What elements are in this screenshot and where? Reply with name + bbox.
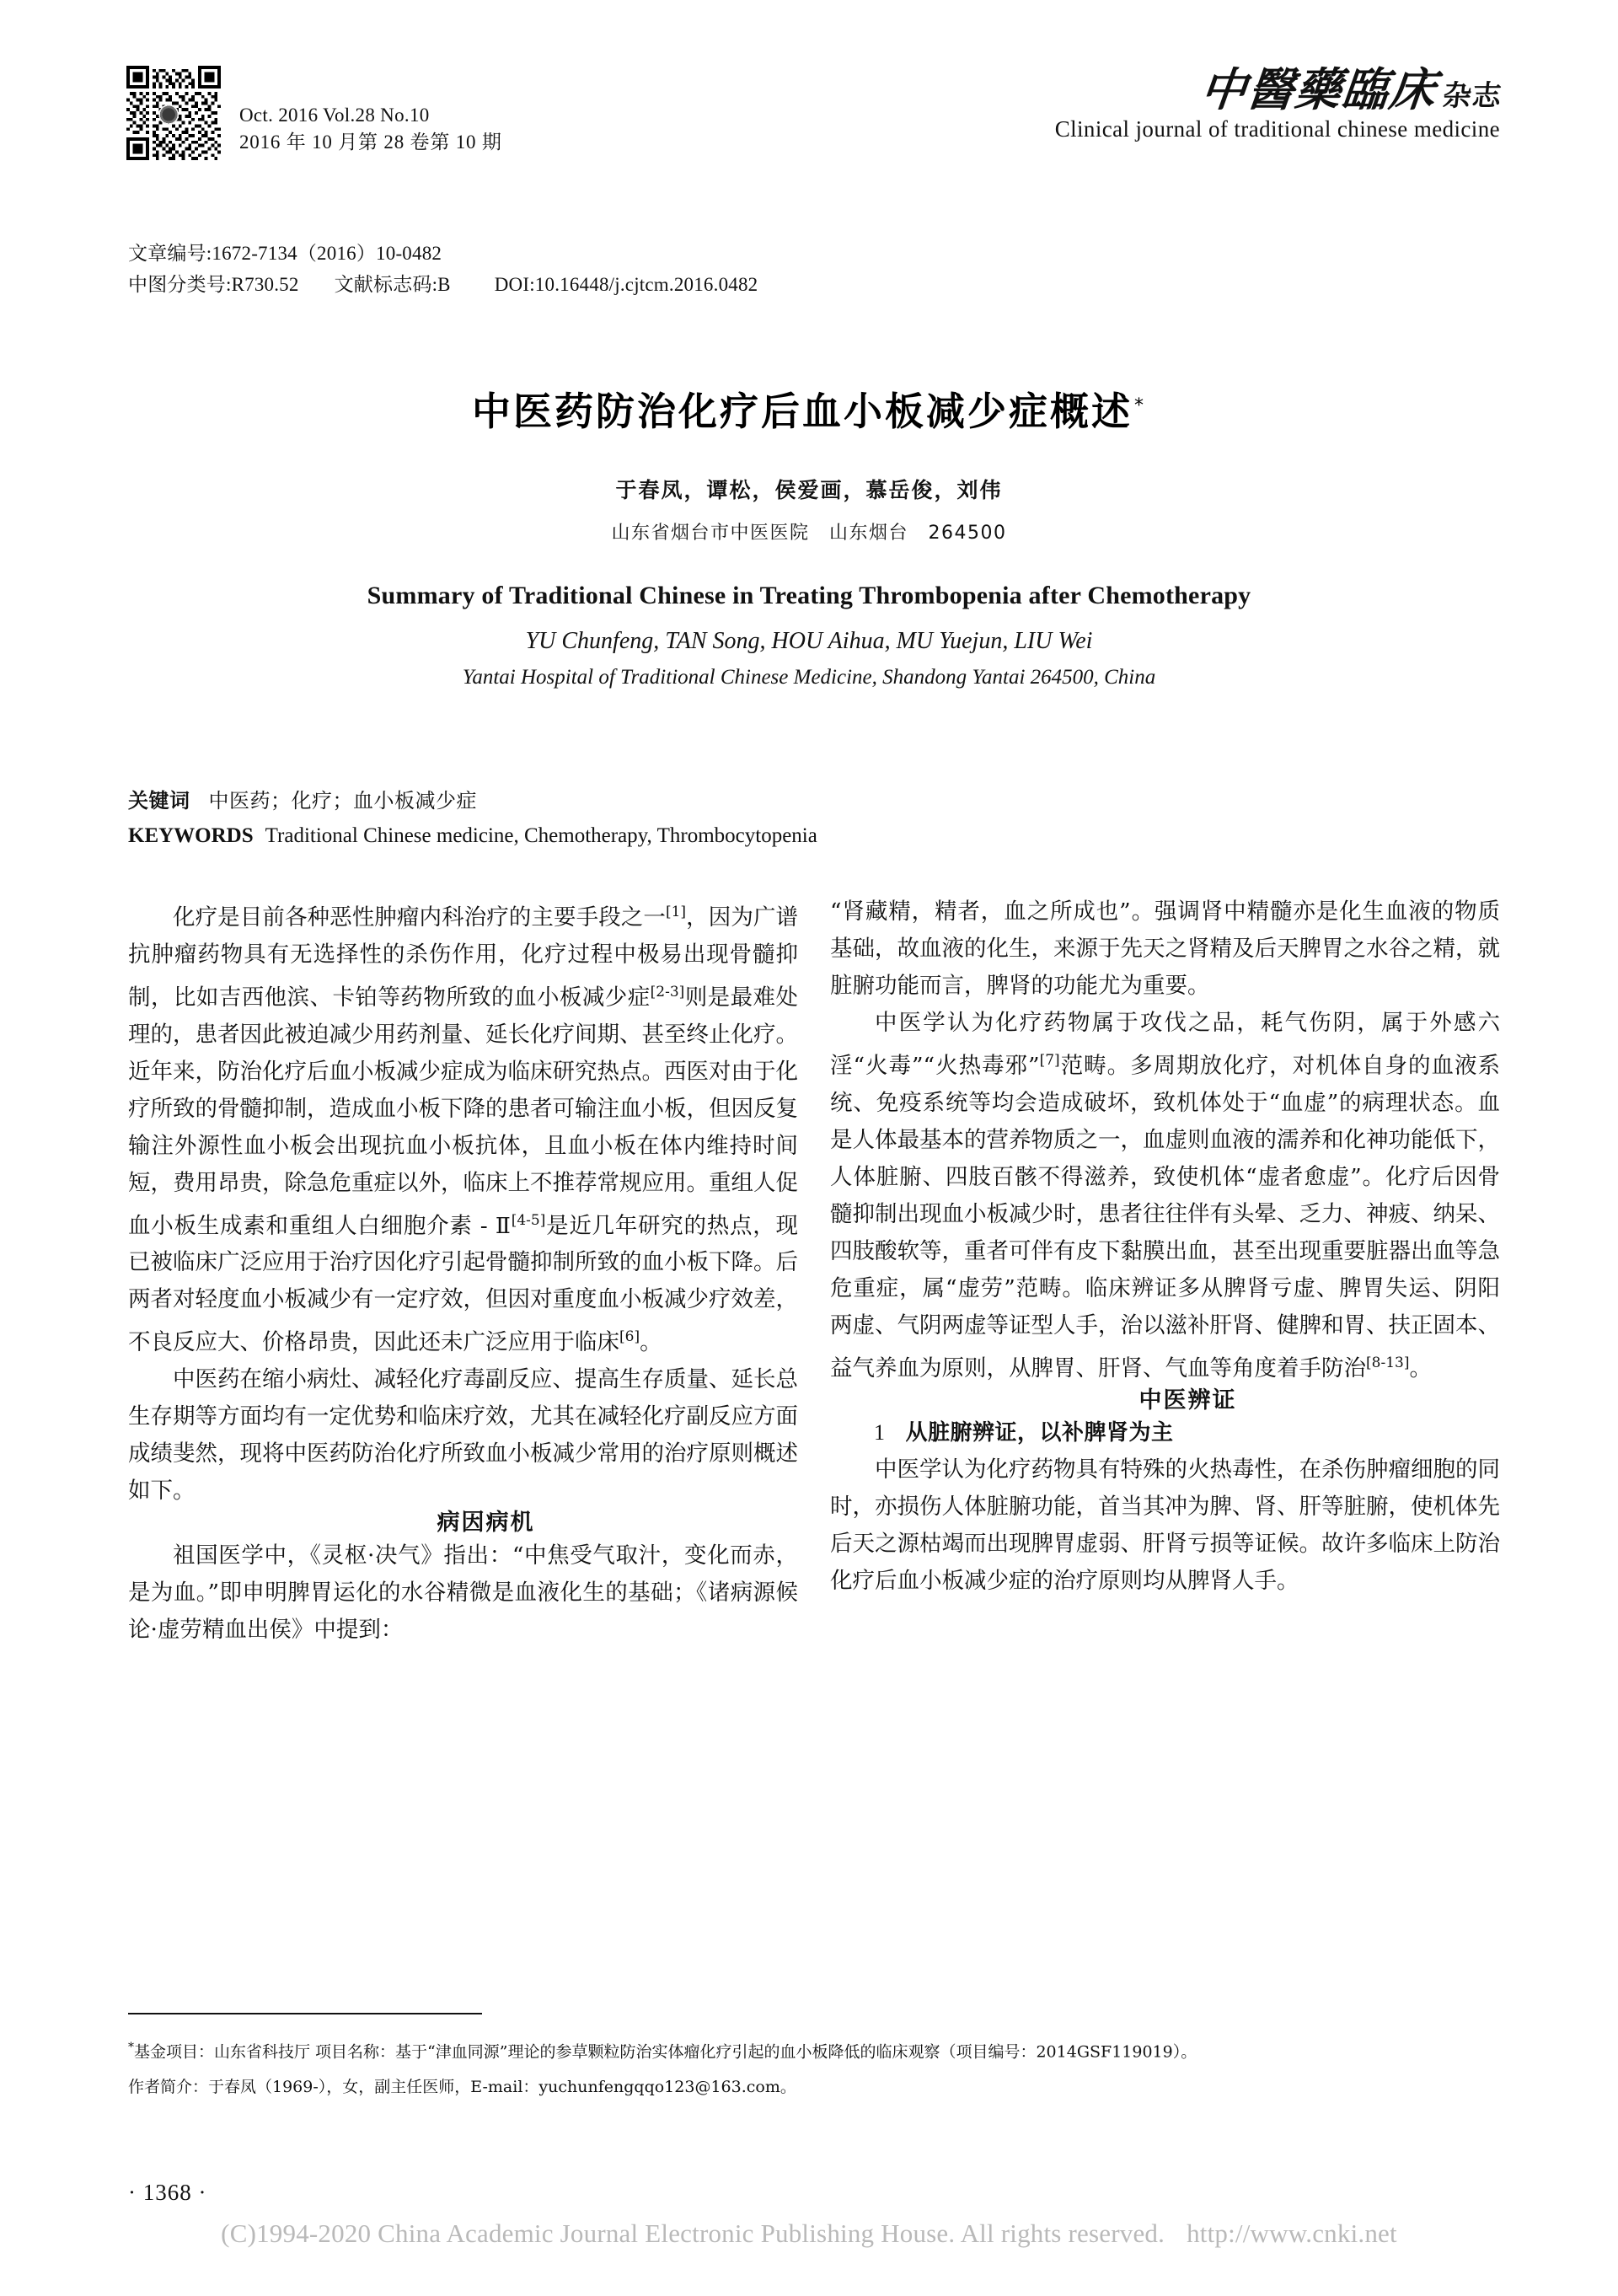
article-number: 文章编号:1672-7134（2016）10-0482	[128, 243, 442, 264]
affiliation-en: Yantai Hospital of Traditional Chinese Medicine, Shandong Yantai 264500, China	[462, 666, 1156, 689]
paragraph-chemo-toxicity	[830, 1005, 1500, 1387]
clc-number: 中图分类号:R730.52	[128, 274, 299, 296]
subsection-number-1: 1	[874, 1420, 886, 1446]
page-title	[0, 381, 1618, 437]
section-heading-syndrome-differentiation: 中医辨证	[1138, 1387, 1237, 1414]
intro-seg-3: 则是最难处理的，患者因此被迫减少用药剂量、延长化疗间期、甚至终止化疗。近年来，防治化疗后血小板减少症成为临床研究热点。西医对由于化疗所致的骨髓抑制，造成血小板下降的患者可输注血小板，但因反复输注外源性血小板会出现抗血小板抗体，且血小板在体内维持时间短，费用昂贵，除急危重症以外，临床上不推荐常规应用。重组人促血小板生成素和重组人白细胞介素 - Ⅱ	[128, 984, 799, 1239]
qr-code-icon	[126, 66, 221, 160]
paragraph-zangfu: 中医学认为化疗药物具有特殊的火热毒性，在杀伤肿瘤细胞的同时，亦损伤人体脏腑功能，首当其冲为脾、肾、肝等脏腑，使机体先后天之源枯竭而出现脾胃虚弱、肝肾亏损等证候。故许多临床上防治化疗后血小板减少症的治疗原则均从脾肾人手。	[830, 1456, 1500, 1595]
affiliation-cn: 山东省烟台市中医医院 山东烟台 264500	[611, 523, 1007, 544]
subsection-heading-1	[830, 1414, 1500, 1451]
issue-info-cn: 2016 年 10 月第 28 卷第 10 期	[239, 131, 502, 153]
keywords-cn-label: 关键词	[128, 789, 190, 813]
keywords-en-label: KEYWORDS	[128, 824, 254, 847]
issue-info-en: Oct. 2016 Vol.28 No.10	[239, 104, 430, 126]
citation-ref-8-13: [8-13]	[1366, 1354, 1410, 1371]
article-metadata	[128, 238, 758, 301]
keywords-cn-value: 中医药；化疗；血小板减少症	[208, 789, 477, 813]
authors-cn: 于春凤，谭松，侯爱画，慕岳俊，刘伟	[615, 478, 1003, 502]
chemo-seg-2: 范畴。多周期放化疗，对机体自身的血液系统、免疫系统等均会造成破坏，致机体处于“血虚”的病理状态。血是人体最基本的营养物质之一，血虚则血液的濡养和化神功能低下，人体脏腑、四肢百骸不得滋养，致使机体“虚者愈虚”。化疗后因骨髓抑制出现血小板减少时，患者往往伴有头晕、乏力、神疲、纳呆、四肢酸软等，重者可伴有皮下黏膜出血，甚至出现重要脏器出血等急危重症，属“虚劳”范畴。临床辨证多从脾肾亏虚、脾胃失运、阴阳两虚、气阴两虚等证型人手，治以滋补肝肾、健脾和胃、扶正固本、益气养血为原则，从脾胃、肝肾、气血等角度着手防治	[830, 1052, 1501, 1381]
keywords-cn	[128, 784, 477, 813]
paragraph-tcm-advantage: 中医药在缩小病灶、减轻化疗毒副反应、提高生存质量、延长总生存期等方面均有一定优势和临床疗效，尤其在减轻化疗副反应方面成绩斐然，现将中医药防治化疗所致血小板减少常用的治疗原则概述如下。	[128, 1366, 798, 1505]
body-column-left	[128, 893, 798, 1649]
footnote-fund-text: 基金项目：山东省科技厅 项目名称：基于“津血同源”理论的参草颗粒防治实体瘤化疗引起的血小板降低的临床观察（项目编号：2014GSF119019）。	[134, 2042, 1197, 2062]
intro-seg-2: ，因为广谱抗肿瘤药物具有无选择性的杀伤作用，化疗过程中极易出现骨髓抑制，比如吉西他滨、卡铂等药物所致的血小板减少症	[128, 904, 799, 1011]
masthead	[126, 62, 1504, 175]
section-heading-etiology: 病因病机	[437, 1510, 535, 1537]
citation-ref-2: [2-3]	[650, 983, 685, 1000]
journal-logo-cn	[826, 62, 1505, 116]
copyright-watermark	[0, 2218, 1618, 2249]
citation-ref-3: [4-5]	[511, 1211, 546, 1229]
intro-seg-1: 化疗是目前各种恶性肿瘤内科治疗的主要手段之一	[173, 904, 666, 931]
chemo-seg-1: 中医学认为化疗药物属于攻伐之品，耗气伤阴，属于外感六淫“火毒”“火热毒邪”	[830, 1010, 1500, 1079]
footnote-bio: 作者简介：于春凤（1969-），女，副主任医师，E-mail：yuchunfengqqo123@163.com。	[128, 2078, 796, 2097]
chemo-seg-3: 。	[1409, 1355, 1432, 1381]
document-code: 文献标志码:B	[334, 274, 451, 296]
citation-ref-1: [1]	[665, 904, 687, 920]
intro-seg-5: 。	[640, 1329, 662, 1356]
footnote-divider	[128, 2013, 482, 2014]
journal-title-cn: 中醫藥臨床	[1197, 62, 1440, 116]
masthead-left	[126, 66, 502, 160]
paragraph-etiology-1: 祖国医学中，《灵枢·决气》指出：“中焦受气取汁，变化而赤，是为血。”即申明脾胃运化的水谷精微是血液化生的基础；《诸病源候论·虚劳精血出侯》中提到：	[128, 1542, 798, 1643]
subsection-title-1: 从脏腑辨证，以补脾肾为主	[905, 1420, 1174, 1446]
masthead-right	[826, 62, 1504, 142]
metadata-row-article-no	[128, 238, 758, 269]
journal-title-en: Clinical journal of traditional chinese medicine	[1054, 115, 1500, 142]
paragraph-kidney-essence: “肾藏精，精者，血之所成也”。强调肾中精髓亦是化生血液的物质基础，故血液的化生，来源于先天之肾精及后天脾胃之水谷之精，就脏腑功能而言，脾肾的功能尤为重要。	[830, 899, 1500, 999]
keywords-en-value: Traditional Chinese medicine, Chemotherapy, Thrombocytopenia	[265, 824, 817, 847]
metadata-row-clc	[128, 269, 758, 300]
body-column-right	[830, 893, 1500, 1600]
intro-seg-4: 是近几年研究的热点，现已被临床广泛应用于治疗因化疗引起骨髓抑制所致的血小板下降。后两者对轻度血小板减少有一定疗效，但因对重度血小板减少疗效差，不良反应大、价格昂贵，因此还未广泛应用于临床	[128, 1212, 798, 1356]
title-cn-text: 中医药防治化疗后血小板减少症概述	[472, 389, 1133, 434]
footnote-fund	[128, 2030, 1503, 2069]
copyright-url: http://www.cnki.net	[1187, 2218, 1397, 2248]
authors-en: YU Chunfeng, TAN Song, HOU Aihua, MU Yuejun, LIU Wei	[525, 628, 1093, 654]
doi: DOI:10.16448/j.cjtcm.2016.0482	[494, 274, 758, 296]
title-footnote-marker: *	[1134, 394, 1146, 416]
citation-ref-7: [7]	[1039, 1052, 1060, 1069]
keywords-en	[128, 824, 817, 848]
paragraph-intro	[128, 893, 798, 1361]
title-en: Summary of Traditional Chinese in Treating Thrombopenia after Chemotherapy	[367, 582, 1251, 609]
page-number: · 1368 ·	[128, 2180, 207, 2205]
citation-ref-4: [6]	[619, 1328, 640, 1346]
issue-info	[239, 102, 502, 160]
journal-title-cn-suffix: 杂志	[1441, 79, 1504, 113]
footnote-block	[128, 2030, 1503, 2105]
copyright-text: (C)1994-2020 China Academic Journal Electronic Publishing House. All rights reserved.	[221, 2218, 1165, 2248]
footnote-marker: *	[128, 2041, 134, 2054]
